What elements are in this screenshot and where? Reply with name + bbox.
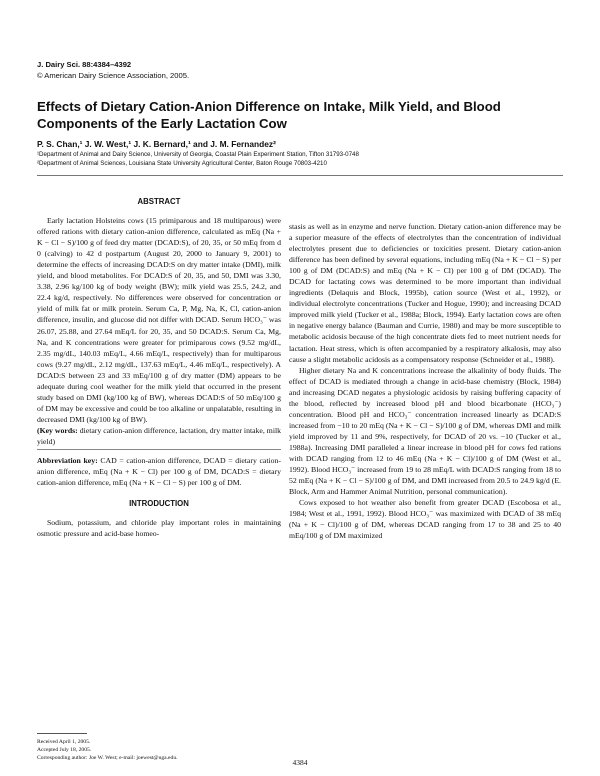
keywords [37,425,281,447]
intro-paragraph-2: Higher dietary Na and K concentrations increase the alkalinity of body fluids. The effect of DCAD is mediated through a change in acid-base chemistry (Block, 1984) and increasing DCAD negates a physiologic acidosis by raising buffering capacity of the blood, reflected by increased blood pH and blood bicarbonate (HCO₃⁻) concentration. Blood pH and HCO₃⁻ concentration increased linearly as DCAD:S increased from −10 to 20 mEq (Na + K − Cl − S)/100 g of DM, whereas DMI and milk yield improved by 11 and 9%, respectively, for DCAD of 20 vs. −10 (Tucker et al., 1988a). Increasing DMI paralleled a linear increase in blood pH for cows fed rations with DCAD ranging from 12 to 46 mEq (Na + K − Cl)/100 g of DM (West et al., 1992). Blood HCO₃⁻ increased from 19 to 28 mEq/L with DCAD:S ranging from 18 to 52 mEq (Na + K − Cl − S)/100 g of DM, and DMI increased from 20.5 to 24.9 kg/d (E. Block, Arm and Hammer Animal Nutrition, personal communication). [289,365,561,497]
journal-citation: J. Dairy Sci. 88:4384–4392 [37,60,132,69]
article-title: Effects of Dietary Cation-Anion Difference on Intake, Milk Yield, and Blood Components of the Early Lactation Cow [37,99,501,131]
keywords-list: dietary cation-anion difference, lactation, dry matter intake, milk yield) [37,425,281,446]
page-number: 4384 [292,758,308,767]
received-date: Received April 1, 2005. [37,739,91,745]
introduction-heading: INTRODUCTION [129,499,189,509]
abbreviation-label: Abbreviation key: [37,456,98,466]
corresponding-author: Corresponding author: Joe W. West; e-mail: joewest@uga.edu. [37,755,178,762]
abbreviation-text: CAD = cation-anion difference, DCAD = dietary cation-anion difference, mEq (Na + K − Cl) per 100 g of DM, DCAD:S = dietary cation-anion difference, mEq (Na + K − Cl − S) per 100 g of DM. [37,456,281,488]
left-column [37,196,281,539]
header-divider [37,175,563,176]
abbreviation-key [37,455,281,488]
intro-paragraph-1-cont: stasis as well as in enzyme and nerve function. Dietary cation-anion difference may be a superior measure of the effects of electrolytes than the concentration of individual electrolytes present due to deficiencies or toxicities present. Dietary cation-anion difference has been defined by several equations, including mEq (Na + K − Cl − S) per 100 g of DM (DCAD:S) and mEq (Na + K − Cl) per 100 g of DM (DCAD). The DCAD for lactating cows was determined to be more important than individual ingredients (Delaquis and Block, 1995b), cation source (West et al., 1992), or individual electrolyte concentrations (Tucker and Hogue, 1990); and increasing DCAD improved milk yield (Tucker et al., 1988a; Block, 1994). Early lactation cows are often in negative energy balance (Bauman and Currie, 1980) and may be more susceptible to metabolic acidosis because of the high concentrate diets fed to meet nutrient needs for lactation. Heat stress, which is often accompanied by a respiratory alkalosis, may also cause a slight metabolic acidosis as a compensatory response (Schneider et al., 1988). [289,222,561,364]
copyright-notice: © American Dairy Science Association, 2005. [37,71,190,80]
abstract-section [37,196,281,449]
author-list: P. S. Chan,¹ J. W. West,¹ J. K. Bernard,¹ and J. M. Fernandez² [37,139,276,149]
affiliation-2: ²Department of Animal Sciences, Louisiana State University Agricultural Center, Baton Rouge 70803-4210 [37,160,327,167]
abbreviation-divider [37,449,281,450]
footnote-divider [37,733,87,734]
intro-paragraph-3: Cows exposed to hot weather also benefit from greater DCAD (Escobosa et al., 1984; West et al., 1991, 1992). Blood HCO₃⁻ was maximized with DCAD of 38 mEq (Na + K − Cl)/100 g of DM, whereas DCAD ranging from 17 to 38 and 25 to 40 mEq/100 g of DM maximized [289,498,561,541]
accepted-date: Accepted July 18, 2005. [37,747,92,754]
right-column [289,221,561,541]
affiliation-1: ¹Department of Animal and Dairy Science, University of Georgia, Coastal Plain Experiment Station, Tifton 31793-0748 [37,151,359,158]
abstract-heading: ABSTRACT [137,197,181,206]
keywords-label: (Key words: [37,425,78,435]
abstract-text: Early lactation Holsteins cows (15 primiparous and 18 multiparous) were offered rations with dietary cation-anion difference, calculated as mEq (Na + K − Cl − S)/100 g of feed dry matter (DCAD:S), of 20, 35, or 50 mEq from d 0 (calving) to 42 d postpartum (August 20, 2000 to January 9, 2001) to determine the effects of increasing DCAD:S on dry matter intake (DMI), milk yield, and blood metabolites. For DCAD:S of 20, 35, and 50, DMI was 3.30, 3.38, 2.96 kg/100 kg of body weight (BW); milk yield was 25.5, 24.2, and 22.4 kg/d, respectively. No differences were observed for concentration or yield of milk fat or milk protein. Serum Ca, P, Mg, Na, K, Cl, cation-anion difference, insulin, and glucose did not differ with DCAD. Serum HCO₃⁻ was 26.07, 25.88, and 27.64 mEq/L for 20, 35, and 50 DCAD:S. Serum Ca, Mg, Na, and K concentrations were greater for primiparous cows (9.52 mg/dL, 2.35 mg/dL, 140.03 mEq/L, 4.66 mEq/L, respectively) than for multiparous cows (9.27 mg/dL, 2.12 mg/dL, 137.63 mEq/L, 4.46 mEq/L, respectively). A DCAD:S between 23 and 33 mEq/100 g of dry matter (DM) appears to be adequate during cool weather for the milk yield that occurred in the present study based on DMI (kg/100 kg of BW), whereas DCAD:S of 50 mEq/100 g of DM may be excessive and could be too alkaline or unpalatable, resulting in decreased DMI (kg/100 kg of BW). [37,216,281,424]
intro-paragraph-1-start: Sodium, potassium, and chloride play important roles in maintaining osmotic pressure and acid-base homeo- [37,518,281,539]
